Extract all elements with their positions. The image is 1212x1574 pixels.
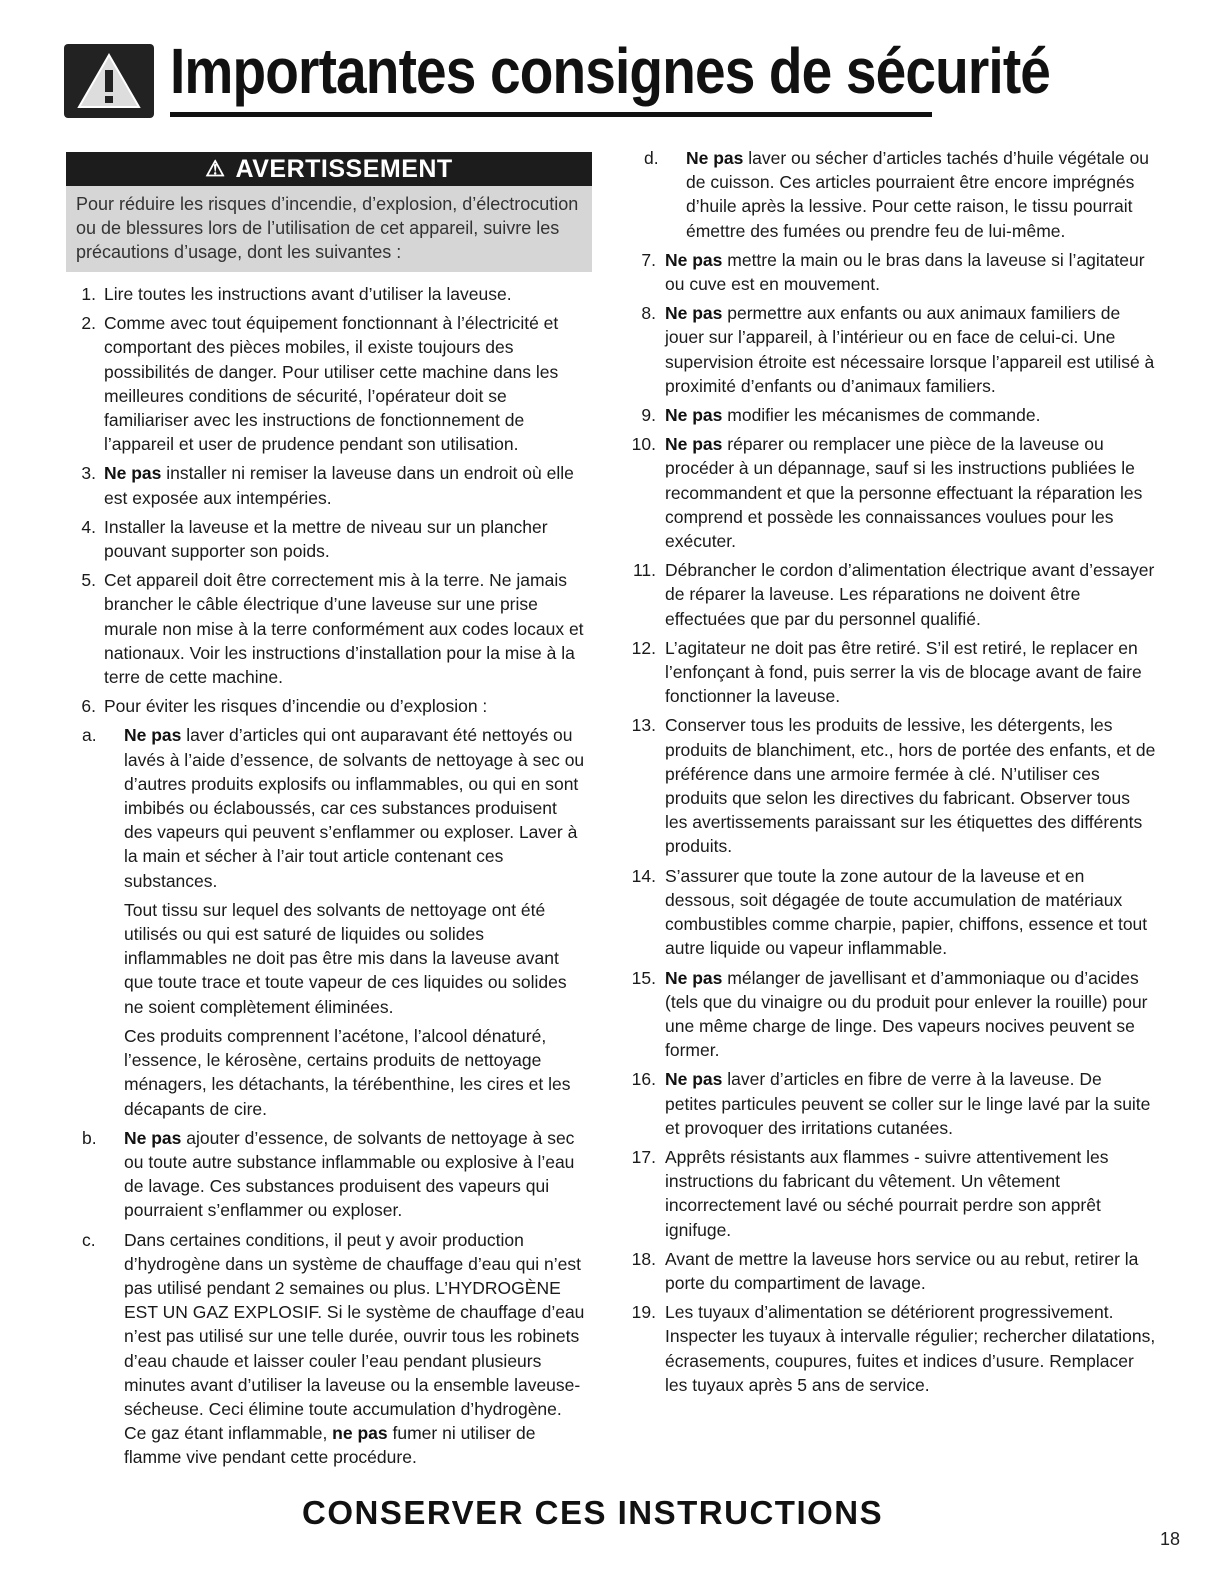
title-underline <box>170 112 932 117</box>
warning-icon: ⚠ <box>205 156 226 181</box>
page-header <box>62 34 1051 120</box>
sub-list-item: a. Ne pas laver d’articles qui ont auparavant été nettoyés ou lavés à l’aide d’essence, de solvants de nettoyage à sec ou d’autres produits explosifs ou inflammables, ou qui en sont imbibés ou éclaboussés, car ces substances produisent des vapeurs qui peuvent s’enflammer ou exploser. Laver à la main et sécher à l’air tout article contenant ces substances. <box>82 725 585 891</box>
list-item: 8. Ne pas permettre aux enfants ou aux animaux familiers de jouer sur l’appareil, à l’intérieur ou en face de celui-ci. Une supervision étroite est nécessaire lorsque l’appareil est utilisé à proximité d’enfants ou d’animaux familiers. <box>641 303 1155 396</box>
warning-heading: AVERTISSEMENT <box>235 154 453 183</box>
list-item: 11. Débrancher le cordon d’alimentation électrique avant d’essayer de réparer la laveuse. Les réparations ne doivent être effectuées que par du personnel qualifié. <box>632 560 1155 629</box>
list-item: 17. Apprêts résistants aux flammes - suivre attentivement les instructions du fabricant du vêtement. Un vêtement incorrectement lavé ou séché pourrait perdre son apprêt ignifuge. <box>631 1146 1109 1240</box>
sub-paragraph: Tout tissu sur lequel des solvants de nettoyage ont été utilisés ou qui est saturé de liquides ou solides inflammables ne doit pas être mis dans la laveuse avant que toute trace et toute vapeur de ces liquides ou solides ne soient complètement éliminées. <box>124 899 567 1017</box>
footer-title: CONSERVER CES INSTRUCTIONS <box>302 1494 884 1531</box>
list-item: 3. Ne pas installer ni remiser la laveuse dans un endroit où elle est exposée aux intempéries. <box>81 463 574 508</box>
left-column <box>62 152 588 1475</box>
list-item: 7. Ne pas mettre la main ou le bras dans la laveuse si l’agitateur ou cuve est en mouvement. <box>641 249 1145 295</box>
list-item: 13. Conserver tous les produits de lessive, les détergents, les produits de blanchiment, etc., hors de portée des enfants, et de préférence dans une armoire fermée à clé. N’utiliser ces produits que selon les directives du fabricant. Observer tous les avertissements paraissant sur les étiquettes des différents produits. <box>631 715 1156 857</box>
list-item: 5. Cet appareil doit être correctement mis à la terre. Ne jamais brancher le câble électrique d’une laveuse sur une prise murale non mise à la terre conformément aux codes locaux et nationaux. Voir les instructions d’installation pour la mise à la terre de cette machine. <box>81 570 584 688</box>
list-item: 16. Ne pas laver d’articles en fibre de verre à la laveuse. De petites particules peuvent se coller sur le linge lavé par la suite et provoquer des irritations cutanées. <box>631 1069 1151 1138</box>
sub-list-item: c. Dans certaines conditions, il peut y avoir production d’hydrogène dans un système de chauffage d’eau qui n’est pas utilisé pendant 2 semaines ou plus. L’HYDROGÈNE EST UN GAZ EXPLOSIF. Si le système de chauffage d’eau n’est pas utilisé sur une telle durée, ouvrir tous les robinets d’eau chaude et laisser couler l’eau pendant plusieurs minutes avant d’utiliser la laveuse ou la ensemble laveuse-sécheuse. Ceci élimine toute accumulation d’hydrogène. Ce gaz étant inflammable, ne pas fumer ni utiliser de flamme vive pendant cette procédure. <box>82 1229 585 1468</box>
list-item: 10. Ne pas réparer ou remplacer une pièce de la laveuse ou procéder à un dépannage, sauf si les instructions publiées le recommandent et que la personne effectuant la réparation les comprend et possède les connaissances voulues pour les exécuter. <box>631 434 1143 552</box>
list-item: 4. Installer la laveuse et la mettre de niveau sur un plancher pouvant supporter son poids. <box>81 516 548 562</box>
list-item: 2. Comme avec tout équipement fonctionnant à l’électricité et comportant des pièces mobiles, il existe toujours des possibilités de danger. Pour utiliser cette machine dans les meilleures conditions de sécurité, l’opérateur doit se familiariser avec les instructions de fonctionnement de l’appareil et user de prudence pendant son utilisation. <box>81 313 559 455</box>
safety-list-left <box>62 282 588 1470</box>
right-column <box>622 146 1157 1402</box>
warning-triangle-icon <box>64 44 154 118</box>
list-item: 15. Ne pas mélanger de javellisant et d’ammoniaque ou d’acides (tels que du vinaigre ou du produit pour enlever la rouille) pour une même charge de linge. Des vapeurs nocives peuvent se former. <box>631 967 1148 1061</box>
list-item: 6. Pour éviter les risques d’incendie ou d’explosion : <box>81 696 488 717</box>
warning-text: Pour réduire les risques d’incendie, d’explosion, d’électrocution ou de blessures lors de l’utilisation de cet appareil, suivre les précautions d’usage, dont les suivantes : <box>76 194 579 262</box>
sub-list-item: d. Ne pas laver ou sécher d’articles tachés d’huile végétale ou de cuisson. Ces articles pourraient être encore imprégnés d’huile après la lessive. Pour cette raison, le tissu pourrait émettre des fumées ou prendre feu de lui-même. <box>644 148 1150 241</box>
warning-heading-bar <box>66 152 592 186</box>
page-title: Importantes consignes de sécurité <box>170 35 1051 107</box>
list-item: 12. L’agitateur ne doit pas être retiré. S’il est retiré, le replacer en l’enfonçant à fond, puis serrer la vis de blocage avant de faire fonctionner la laveuse. <box>631 637 1142 707</box>
list-item: 1. Lire toutes les instructions avant d’utiliser la laveuse. <box>81 284 512 304</box>
sub-list-item: b. Ne pas ajouter d’essence, de solvants de nettoyage à sec ou toute autre substance inflammable ou explosive à l’eau de lavage. Ces substances produisent des vapeurs qui pourraient s’enflammer ou exploser. <box>82 1127 575 1221</box>
list-item: 18. Avant de mettre la laveuse hors service ou au rebut, retirer la porte du compartiment de lavage. <box>631 1248 1139 1293</box>
safety-list-right <box>622 146 1157 1397</box>
list-item: 9. Ne pas modifier les mécanismes de commande. <box>641 405 1041 426</box>
list-item: 14. S’assurer que toute la zone autour de la laveuse et en dessous, soit dégagée de toute accumulation de matériaux combustibles comme charpie, papier, chiffons, essence et tout autre liquide ou vapeur inflammable. <box>631 865 1148 959</box>
sub-paragraph: Ces produits comprennent l’acétone, l’alcool dénaturé, l’essence, le kérosène, certains produits de nettoyage ménagers, les détachants, la térébenthine, les cires et les décapants de cire. <box>124 1025 571 1119</box>
page-number: 18 <box>1160 1529 1181 1549</box>
list-item: 19. Les tuyaux d’alimentation se détériorent progressivement. Inspecter les tuyaux à intervalle régulier; rechercher dilatations, écrasements, coupures, fuites et indices d’usure. Remplacer les tuyaux après 5 ans de service. <box>631 1302 1156 1395</box>
warning-box <box>66 152 592 272</box>
